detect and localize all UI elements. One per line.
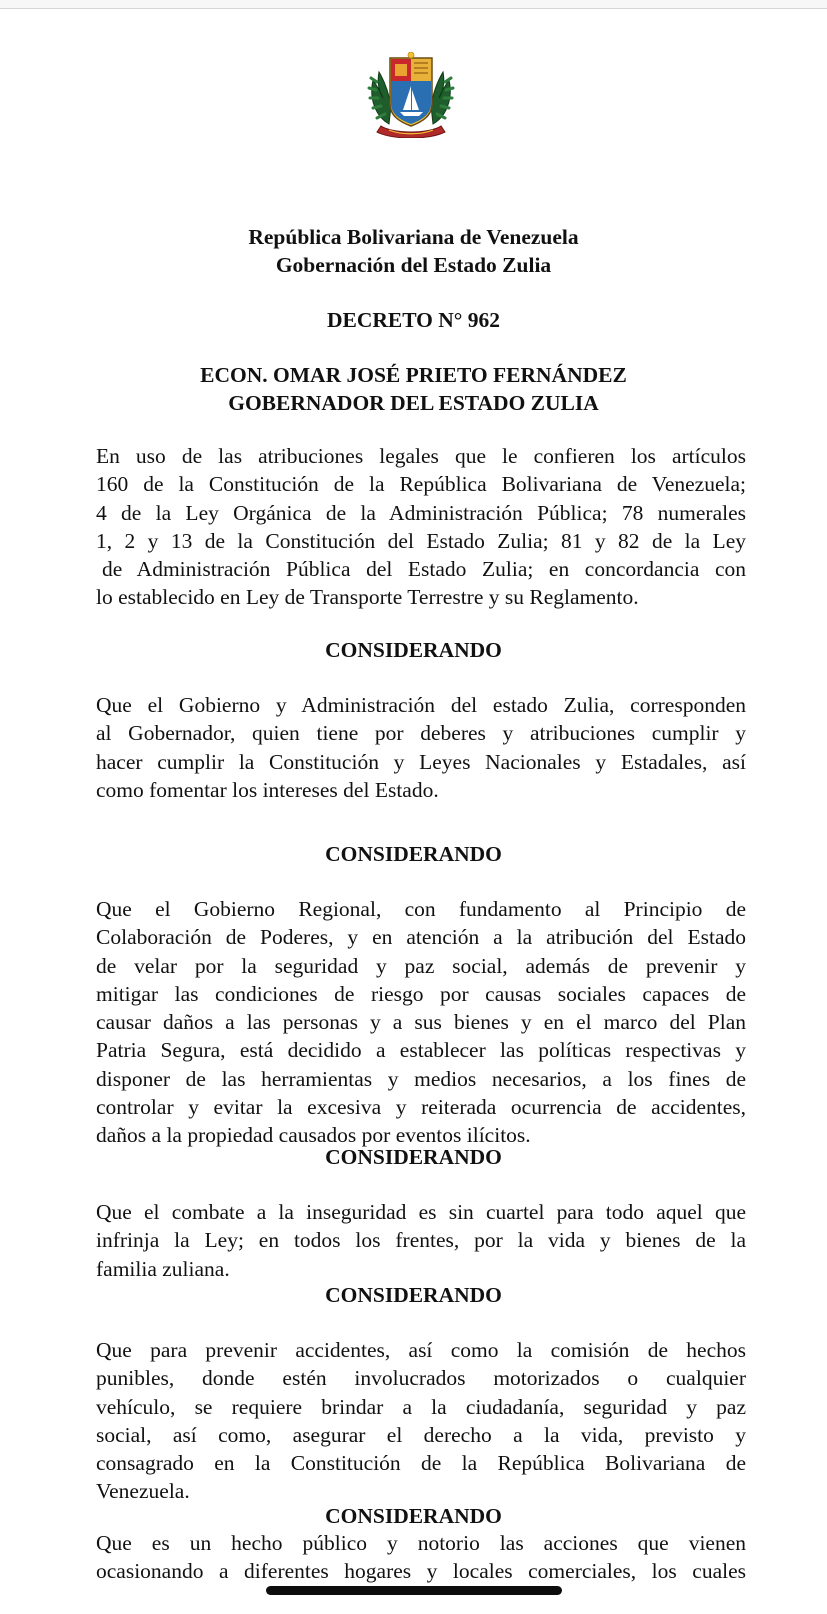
text-line: 160 de la Constitución de la República Bolivariana de Venezuela; [96,472,746,497]
considerando-paragraph [96,1529,746,1586]
text-line: consagrado en la Constitución de la República Bolivariana de [96,1451,746,1476]
text-line: controlar y evitar la excesiva y reiterada ocurrencia de accidentes, [96,1095,746,1120]
text-line: de velar por la seguridad y paz social, además de prevenir y [96,953,746,978]
header-republic: República Bolivariana de Venezuela [248,225,579,249]
text-line: como fomentar los intereses del Estado. [96,777,439,802]
considerando-paragraph [96,895,746,1150]
text-line: social, así como, asegurar el derecho a la vida, previsto y [96,1422,746,1447]
signatory-name: ECON. OMAR JOSÉ PRIETO FERNÁNDEZ [200,363,627,387]
text-line: familia zuliana. [96,1256,230,1281]
text-line: al Gobernador, quien tiene por deberes y atribuciones cumplir y [96,721,746,746]
text-line: Venezuela. [96,1479,190,1504]
text-line: causar daños a las personas y a sus bienes y en el marco del Plan [96,1010,746,1035]
page-top-edge [0,0,827,9]
text-line: 4 de la Ley Orgánica de la Administración Pública; 78 numerales [96,500,746,525]
considerando-heading: CONSIDERANDO [325,842,502,866]
considerando-paragraph [96,1198,746,1283]
text-line: Que el Gobierno Regional, con fundamento al Principio de [96,897,746,921]
text-line: 1, 2 y 13 de la Constitución del Estado Zulia; 81 y 82 de la Ley [96,528,746,553]
text-line: Que es un hecho público y notorio las acciones que vienen [96,1531,746,1555]
considerando-heading: CONSIDERANDO [325,1283,502,1307]
text-line: de Administración Pública del Estado Zulia; en concordancia con [102,557,746,582]
home-indicator-bar[interactable] [266,1586,562,1595]
text-line: Colaboración de Poderes, y en atención a la atribución del Estado [96,925,746,950]
zulia-state-coat-of-arms-icon [367,52,455,138]
text-line: mitigar las condiciones de riesgo por causas sociales capaces de [96,981,746,1006]
text-line: ocasionando a diferentes hogares y locales comerciales, los cuales [96,1559,746,1584]
preamble-paragraph [96,442,746,612]
text-line: Patria Segura, está decidido a establecer las políticas respectivas y [96,1038,746,1063]
text-line: infrinja la Ley; en todos los frentes, por la vida y bienes de la [96,1228,746,1253]
text-line: disponer de las herramientas y medios necesarios, a los fines de [96,1066,746,1091]
text-line: lo establecido en Ley de Transporte Terrestre y su Reglamento. [96,585,639,610]
text-line: Que el combate a la inseguridad es sin cuartel para todo aquel que [96,1200,746,1224]
text-line: vehículo, se requiere brindar a la ciudadanía, seguridad y paz [96,1394,746,1419]
decree-title: DECRETO N° 962 [326,308,501,332]
text-line: En uso de las atribuciones legales que le confieren los artículos [96,444,746,468]
text-line: punibles, donde estén involucrados motorizados o cualquier [96,1366,746,1391]
text-line: daños a la propiedad causados por eventos ilícitos. [96,1123,531,1148]
text-line: Que el Gobierno y Administración del estado Zulia, corresponden [96,693,746,717]
header-governorship: Gobernación del Estado Zulia [275,253,552,277]
considerando-heading: CONSIDERANDO [325,1504,502,1528]
text-line: Que para prevenir accidentes, así como la comisión de hechos [96,1338,746,1362]
considerando-paragraph [96,691,746,804]
signatory-office: GOBERNADOR DEL ESTADO ZULIA [228,391,599,415]
considerando-paragraph [96,1336,746,1506]
considerando-heading: CONSIDERANDO [325,638,502,662]
considerando-heading: CONSIDERANDO [325,1145,502,1169]
text-line: hacer cumplir la Constitución y Leyes Nacionales y Estadales, así [96,749,746,774]
